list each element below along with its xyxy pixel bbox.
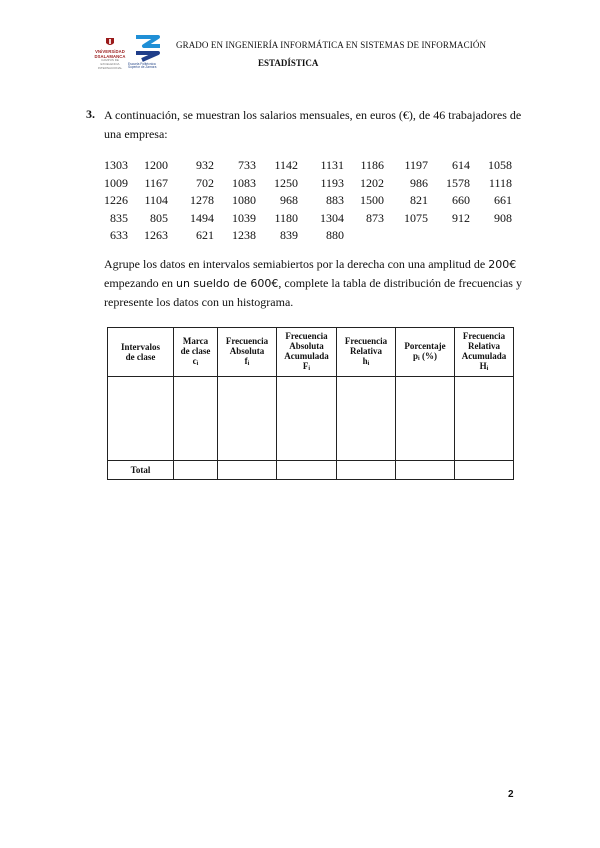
- salary-value: 1131: [320, 158, 344, 172]
- salary-value: 1500: [360, 193, 384, 207]
- salary-value: 1193: [320, 175, 344, 190]
- cumulative-absolute-cell[interactable]: [277, 377, 337, 461]
- salary-value: 873: [366, 210, 384, 225]
- total-cumulative-absolute-cell[interactable]: [277, 461, 337, 480]
- header-relative-frequency: Frecuencia Relativa hi: [337, 328, 396, 377]
- percentage-cell[interactable]: [396, 377, 455, 461]
- salary-value: 1197: [404, 158, 428, 172]
- table-body-row: [108, 377, 514, 461]
- salary-value: 1167: [144, 175, 168, 190]
- salary-value: 1303: [104, 158, 128, 172]
- salary-value: 1238: [232, 228, 256, 242]
- degree-title: GRADO EN INGENIERÍA INFORMÁTICA EN SISTEMAS DE INFORMACIÓN: [176, 40, 487, 50]
- total-class-mark-cell[interactable]: [174, 461, 218, 480]
- university-name: VNiVERSiDAD DSALAMANCA: [94, 49, 126, 59]
- salary-value: 702: [196, 175, 214, 190]
- header-percentage: Porcentaje pi (%): [396, 328, 455, 377]
- school-name: Escuela Politécnica Superior de Zamora: [128, 62, 157, 70]
- salary-value: 1009: [104, 175, 128, 190]
- salary-value: 880: [326, 228, 344, 242]
- absolute-frequency-cell[interactable]: [218, 377, 277, 461]
- subject-title: ESTADÍSTICA: [258, 58, 319, 68]
- relative-frequency-cell[interactable]: [337, 377, 396, 461]
- salary-value: 1200: [144, 158, 168, 172]
- handwritten-amplitude: 200€: [488, 258, 517, 271]
- salary-value: 1226: [104, 193, 128, 207]
- intervals-cell[interactable]: [108, 377, 174, 461]
- salary-value: 1263: [144, 228, 168, 242]
- salary-value: 633: [110, 228, 128, 242]
- page-number: 2: [508, 789, 514, 800]
- total-relative-cell[interactable]: [337, 461, 396, 480]
- salary-value: 1250: [274, 175, 298, 190]
- salary-value: 821: [410, 193, 428, 207]
- university-logo: [94, 38, 126, 70]
- total-label: Total: [108, 461, 174, 480]
- handwritten-start: un sueldo de 600€: [175, 277, 279, 290]
- class-mark-cell[interactable]: [174, 377, 218, 461]
- salary-value: 1039: [232, 210, 256, 225]
- salary-value: 839: [280, 228, 298, 242]
- salary-value: 932: [196, 158, 214, 172]
- salary-value: 621: [196, 228, 214, 242]
- total-percentage-cell[interactable]: [396, 461, 455, 480]
- header-cumulative-absolute-frequency: Frecuencia Absoluta Acumulada Fi: [277, 328, 337, 377]
- salary-value: 1304: [320, 210, 344, 225]
- salary-value: 986: [410, 175, 428, 190]
- header-intervals: Intervalos de clase: [108, 328, 174, 377]
- salary-value: 660: [452, 193, 470, 207]
- salary-value: 1075: [404, 210, 428, 225]
- salary-value: 1186: [360, 158, 384, 172]
- salary-value: 835: [110, 210, 128, 225]
- salary-value: 1058: [488, 158, 512, 172]
- salary-value: 1083: [232, 175, 256, 190]
- salary-value: 1104: [144, 193, 168, 207]
- header-absolute-frequency: Frecuencia Absoluta fi: [218, 328, 277, 377]
- question-text: A continuación, se muestran los salarios mensuales, en euros (€), de 46 trabajadores de una empresa:: [104, 108, 522, 141]
- salary-value: 1180: [274, 210, 298, 225]
- frequency-table: [107, 327, 514, 480]
- table-total-row: [108, 461, 514, 480]
- crest-icon: [105, 38, 115, 47]
- salary-value: 614: [452, 158, 470, 172]
- salary-value: 661: [494, 193, 512, 207]
- table-header-row: [108, 328, 514, 377]
- salary-value: 1278: [190, 193, 214, 207]
- salary-value: 1578: [446, 175, 470, 190]
- salary-value: 805: [150, 210, 168, 225]
- question-number: 3.: [86, 107, 95, 121]
- salary-value: 908: [494, 210, 512, 225]
- university-tagline: CAMPUS DE EXCELENCIA INTERNACIONAL: [97, 58, 123, 70]
- header-cumulative-relative-frequency: Frecuencia Relativa Acumulada Hi: [455, 328, 514, 377]
- salary-value: 1080: [232, 193, 256, 207]
- school-emblem-icon: [128, 33, 168, 63]
- salary-value: 1494: [190, 210, 214, 225]
- salary-value: 912: [452, 210, 470, 225]
- salary-value: 1118: [488, 175, 512, 190]
- school-logo: [128, 33, 168, 73]
- salary-value: 1202: [360, 175, 384, 190]
- instruction-text: Agrupe los datos en intervalos semiabiertos por la derecha con una amplitud de 200€ empezando en un sueldo de 600€, complete la tabla de distribución de frecuencias y represente los datos con un histograma.: [104, 257, 522, 309]
- header-class-mark: Marca de clase ci: [174, 328, 218, 377]
- total-cumulative-relative-cell[interactable]: [455, 461, 514, 480]
- total-absolute-cell[interactable]: [218, 461, 277, 480]
- salary-value: 1142: [274, 158, 298, 172]
- salary-value: 883: [326, 193, 344, 207]
- salary-value: 733: [238, 158, 256, 172]
- salary-value: 968: [280, 193, 298, 207]
- cumulative-relative-cell[interactable]: [455, 377, 514, 461]
